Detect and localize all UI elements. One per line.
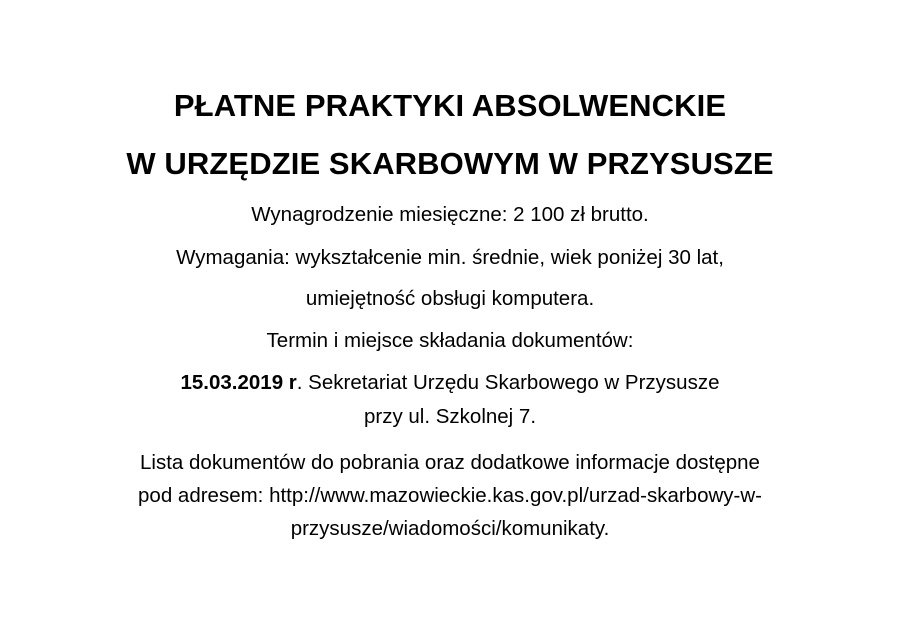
requirements-line-1: Wymagania: wykształcenie min. średnie, wiek poniżej 30 lat, — [176, 246, 724, 269]
title-line-2: W URZĘDZIE SKARBOWYM W PRZYSUSZE — [126, 146, 774, 181]
requirements-line-2: umiejętność obsługi komputera. — [305, 287, 595, 310]
deadline-heading: Termin i miejsce składania dokumentów: — [266, 329, 634, 352]
deadline-date-place — [0, 371, 900, 395]
deadline-place: . Sekretariat Urzędu Skarbowego w Przysusze — [296, 371, 720, 394]
info-line-1: Lista dokumentów do pobrania oraz dodatkowe informacje dostępne — [140, 451, 760, 474]
salary-text: Wynagrodzenie miesięczne: 2 100 zł brutto. — [251, 203, 649, 226]
info-line-2: pod adresem: http://www.mazowieckie.kas.gov.pl/urzad-skarbowy-w- — [138, 484, 762, 507]
deadline-address: przy ul. Szkolnej 7. — [363, 405, 537, 428]
info-line-3: przysusze/wiadomości/komunikaty. — [290, 517, 610, 540]
title-line-1: PŁATNE PRAKTYKI ABSOLWENCKIE — [173, 88, 727, 123]
deadline-date: 15.03.2019 r — [180, 371, 297, 394]
